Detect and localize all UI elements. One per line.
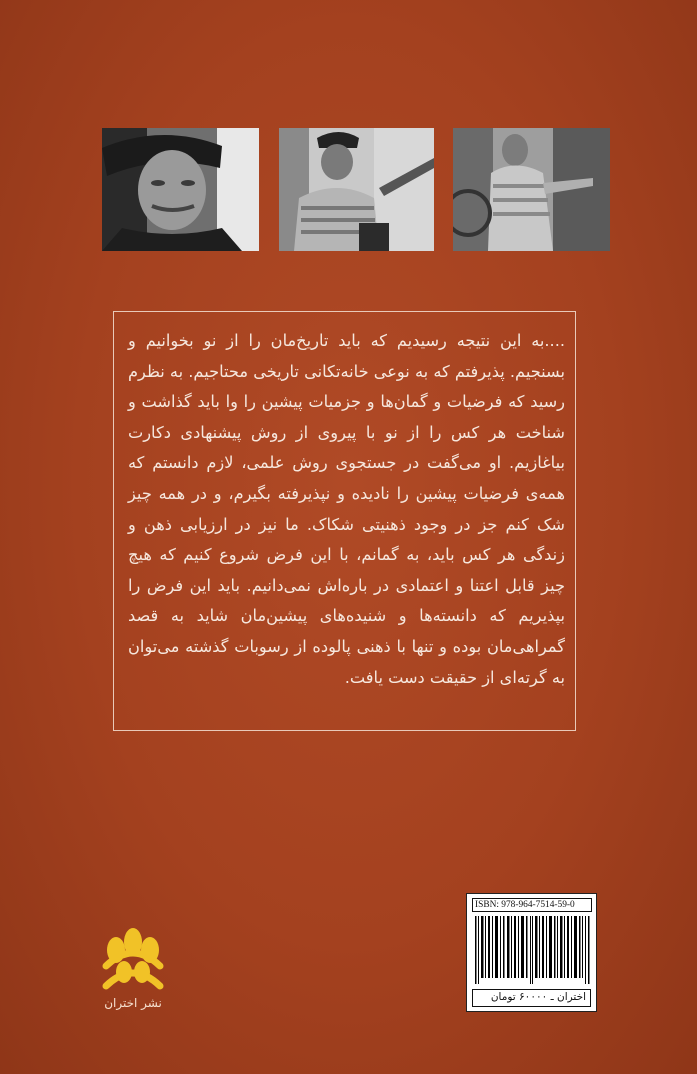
barcode-icon <box>473 916 591 984</box>
isbn-text: ISBN: 978-964-7514-59-0 <box>472 898 592 912</box>
portrait-photo <box>102 128 259 251</box>
book-stack-icon <box>96 920 170 992</box>
seated-man-photo <box>279 128 434 251</box>
quote-box <box>113 311 576 731</box>
barcode-label <box>466 893 597 1012</box>
quote-text: ....به این نتیجه رسیدیم که باید تاریخ‌مان را از نو بخوانیم و بسنجیم. پذیرفتم که به نوعی خانه‌تکانی تاریخی محتاجیم. به نظرم رسید که فرضیات و گمان‌ها و جزمیات پیشین را وا باید گذاشت و شناخت هر کس را از نو با پیروی از روش پیشنهادی دکارت بیاغازیم. او می‌گفت در جستجوی روش علمی، لازم دانستم که همه‌ی فرضیات پیشین را نادیده و نپذیرفته بگیرم، و در همه چیز شک کنم جز در وجود ذهنیتی شکاک. ما نیز در ارزیابی ذهن و زندگی هر کس باید، به گمانم، با این فرض شروع کنیم که هیچ چیز قابل اعتنا و اعتمادی در باره‌اش نمی‌دانیم. باید این فرض را بپذیریم که دانسته‌ها و شنیده‌های پیشین‌مان شاید به قصد گمراهی‌مان بوده و تنها با ذهنی پالوده از رسوبات گذشته می‌توان به گرته‌ای از حقیقت دست یافت. <box>128 331 565 687</box>
publisher-logo <box>96 920 170 1020</box>
seated-man-photo <box>453 128 610 251</box>
publisher-name: نشر اختران <box>104 996 162 1010</box>
price-text: اختران ـ ۶۰۰۰۰ تومان <box>472 989 591 1007</box>
